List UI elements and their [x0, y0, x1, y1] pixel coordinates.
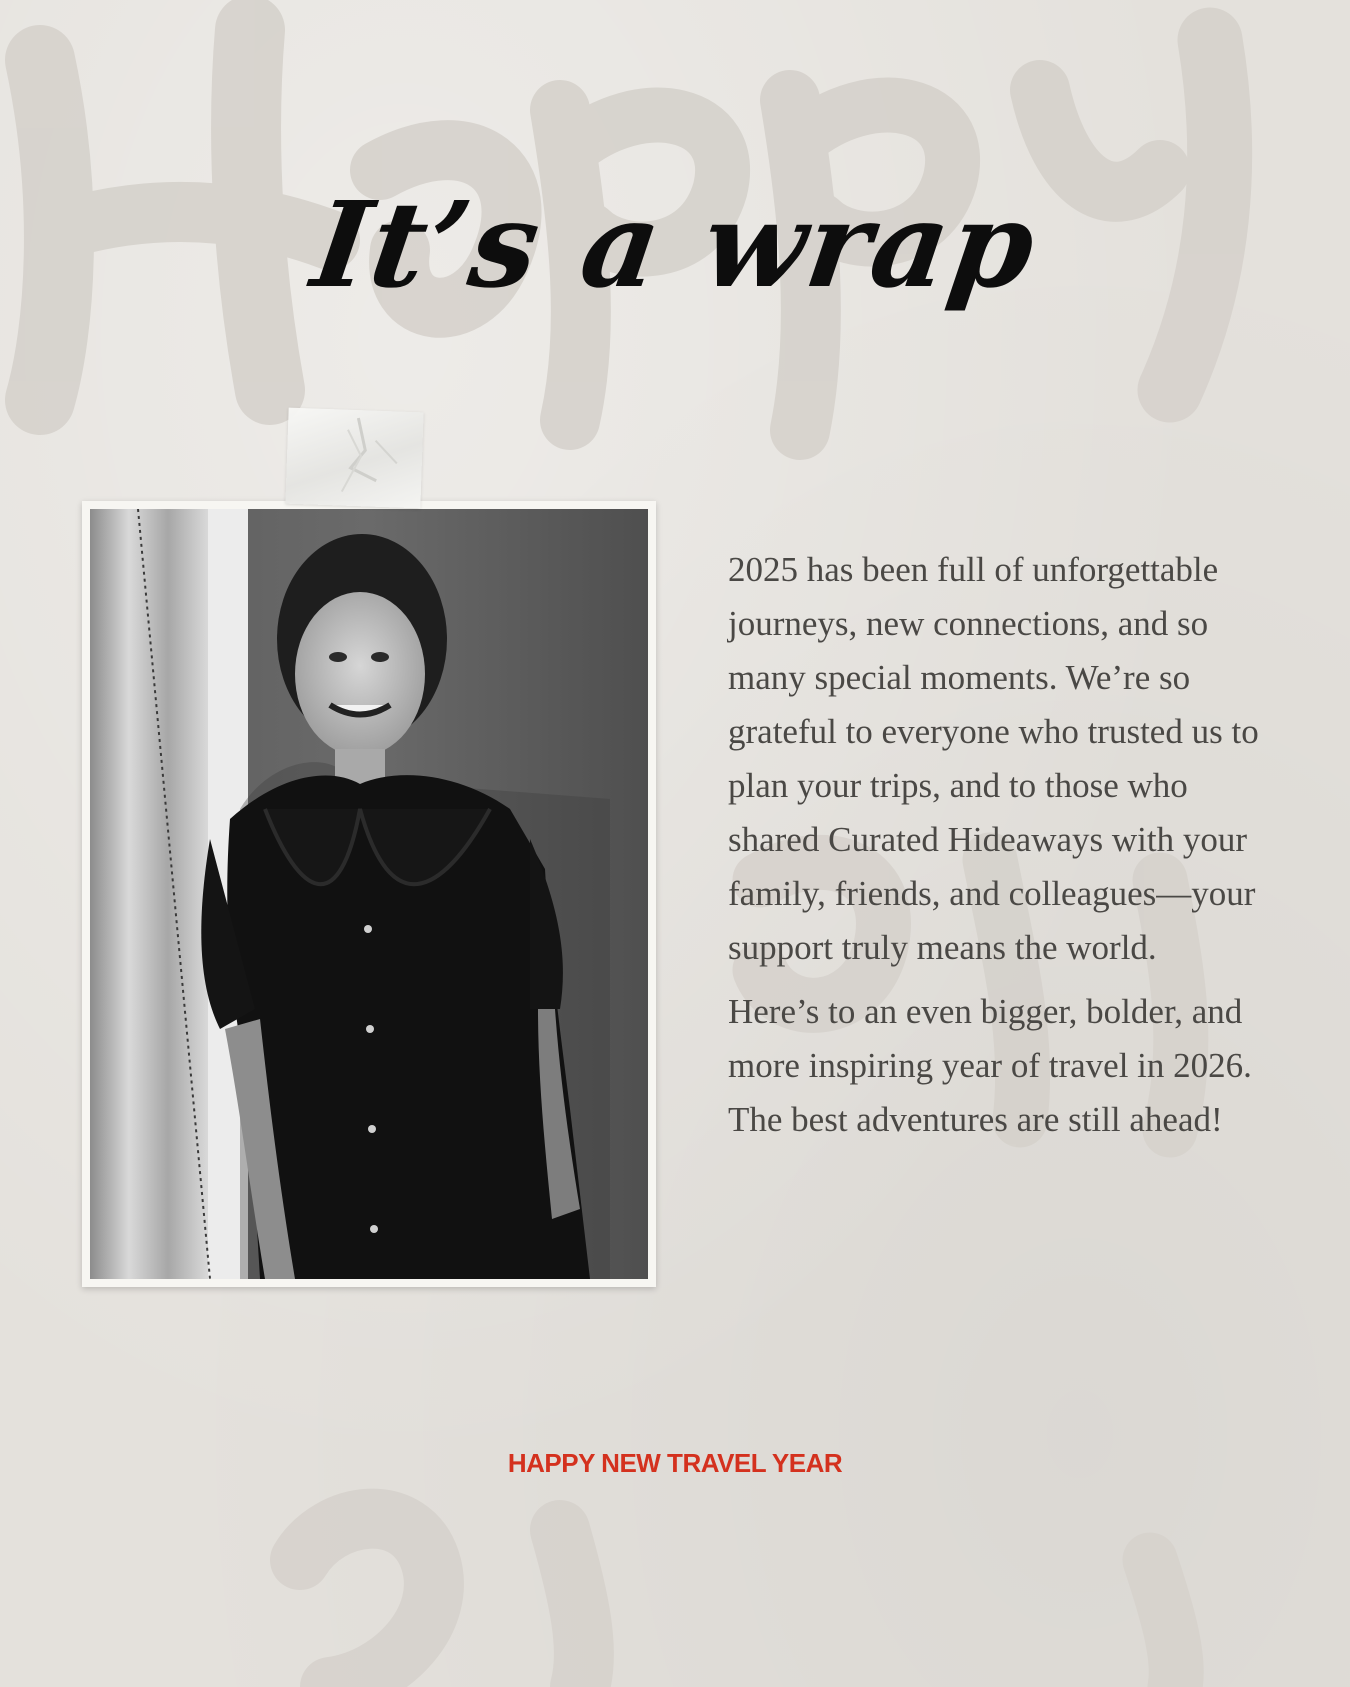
photo-frame [82, 501, 656, 1287]
portrait-photo [90, 509, 648, 1279]
body-text [728, 543, 1278, 1157]
tape-strip [285, 408, 423, 509]
paragraph-2: Here’s to an even bigger, bolder, and more inspiring year of travel in 2026. The best adventures are still ahead! [728, 992, 1252, 1139]
footer-tagline: HAPPY NEW TRAVEL YEAR [507, 1448, 843, 1478]
page-title: It’s a wrap [304, 175, 1046, 314]
paragraph-1: 2025 has been full of unforgettable journeys, new connections, and so many special moments. We’re so grateful to everyone who trusted us to plan your trips, and to those who shared Curated Hideaways with your family, friends, and colleagues—your support truly means the world. [728, 550, 1259, 967]
